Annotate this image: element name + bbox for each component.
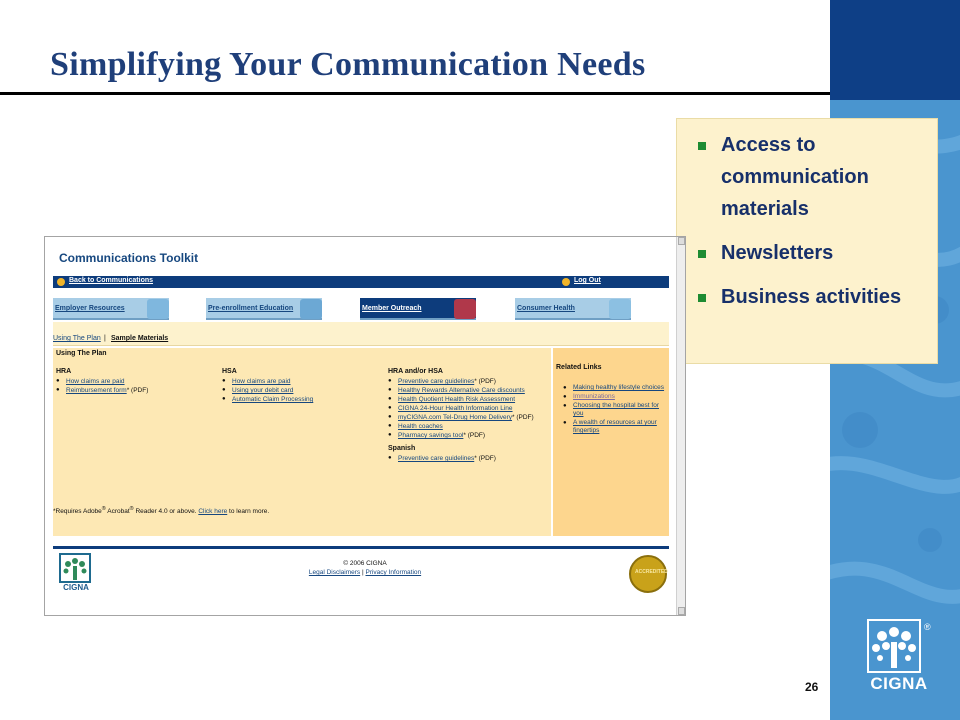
footer-cigna-wordmark: CIGNA [63, 583, 89, 592]
scroll-down-icon[interactable] [678, 607, 685, 615]
column-hra [56, 368, 148, 395]
subnav [53, 322, 669, 346]
list-item [388, 377, 534, 386]
subnav-using-the-plan[interactable]: Using The Plan [53, 335, 101, 342]
related-link[interactable]: Immunizations [573, 393, 615, 400]
footnote-reader: Reader 4.0 or above. [135, 508, 197, 516]
column-hsa [222, 368, 313, 404]
cigna-wordmark: CIGNA [870, 674, 928, 693]
tab-employer-resources[interactable] [53, 298, 169, 320]
related-links-panel [553, 348, 669, 536]
doc-link[interactable]: Preventive care guidelines [398, 378, 475, 385]
scroll-up-icon[interactable] [678, 237, 685, 245]
related-link-item [563, 384, 667, 392]
doc-link[interactable]: Using your debit card [232, 387, 294, 394]
bullet-list [687, 129, 927, 313]
back-to-communications-link[interactable]: Back to Communications [69, 277, 154, 284]
list-item [388, 395, 534, 404]
list-item [388, 386, 534, 395]
subnav-separator: | [104, 335, 106, 342]
subnav-sample-materials[interactable]: Sample Materials [111, 335, 169, 342]
column-heading: HRA [56, 368, 72, 375]
related-link-item [563, 402, 667, 418]
related-links-list [563, 384, 667, 436]
square-bullet-icon [698, 250, 706, 258]
tab-member-outreach[interactable] [360, 298, 476, 320]
column-hra-and-hsa [388, 368, 534, 463]
doc-link[interactable]: myCIGNA.com Tel-Drug Home Delivery [398, 414, 513, 421]
arrow-circle-icon [562, 278, 570, 286]
seal-text: ACCREDITED [635, 569, 668, 575]
toolkit-title: Communications Toolkit [59, 251, 199, 265]
footnote-suffix: to learn more. [229, 508, 270, 516]
doc-link[interactable]: How claims are paid [66, 378, 125, 385]
tab-image [300, 299, 322, 319]
doc-link[interactable]: How claims are paid [232, 378, 291, 385]
tree-of-life-icon [864, 618, 924, 674]
doc-link[interactable]: CIGNA 24-Hour Health Information Line [398, 405, 513, 412]
bullet-text: Access to communication materials [721, 134, 869, 220]
list-item [388, 431, 534, 440]
registered-mark: ® [924, 622, 931, 632]
bullet-callout [676, 118, 938, 364]
title-divider [0, 92, 832, 95]
privacy-information-link[interactable]: Privacy Information [365, 569, 422, 576]
list-item [388, 404, 534, 413]
tree-of-life-icon [59, 553, 93, 583]
arrow-circle-icon [57, 278, 65, 286]
bullet-item [687, 129, 927, 225]
footer-cigna-logo [59, 553, 99, 595]
bullet-item [687, 281, 927, 313]
related-link[interactable]: A wealth of resources at your fingertips [573, 419, 657, 434]
doc-link[interactable]: Reimbursement form [66, 387, 127, 394]
list-item [56, 377, 148, 386]
footer-copyright [265, 559, 465, 577]
doc-link[interactable]: Healthy Rewards Alternative Care discounts [398, 387, 525, 394]
tab-image [147, 299, 169, 319]
tab-consumer-health[interactable] [515, 298, 631, 320]
tab-image [609, 299, 631, 319]
cigna-logo [864, 618, 934, 700]
vertical-scrollbar[interactable] [676, 237, 685, 615]
related-link-item [563, 419, 667, 435]
slide-title: Simplifying Your Communication Needs [50, 46, 646, 83]
link-suffix: * (PDF) [126, 387, 149, 394]
related-link[interactable]: Choosing the hospital best for you [573, 402, 659, 417]
footnote-acrobat: Acrobat [107, 508, 130, 516]
toolkit-screenshot [44, 236, 686, 616]
column-heading: HSA [222, 368, 237, 375]
toolkit-tabs [53, 298, 669, 320]
related-link[interactable]: Making healthy lifestyle choices [573, 384, 665, 391]
link-suffix: * (PDF) [512, 414, 534, 421]
footnote-prefix: *Requires Adobe [53, 508, 102, 516]
click-here-link[interactable]: Click here [198, 508, 228, 516]
doc-link[interactable]: Health Quotient Health Risk Assessment [398, 396, 516, 403]
tab-label: Employer Resources [55, 305, 125, 312]
footer-divider [53, 546, 669, 549]
related-links-heading: Related Links [556, 364, 602, 371]
list-item [388, 413, 534, 422]
footer-separator: | [361, 569, 364, 576]
column-heading: HRA and/or HSA [388, 368, 443, 375]
list-item [222, 386, 313, 395]
logout-link[interactable]: Log Out [574, 277, 601, 284]
adobe-footnote: *Requires Adobe® Acrobat® Reader 4.0 or above. Click here to learn more. [53, 506, 270, 516]
accreditation-seal [629, 555, 667, 593]
doc-link[interactable]: Pharmacy savings tool [398, 432, 464, 439]
content-panel [53, 348, 551, 536]
doc-link[interactable]: Health coaches [398, 423, 443, 430]
list-item [222, 377, 313, 386]
list-item [388, 422, 534, 431]
tab-label: Pre-enrollment Education [208, 305, 294, 312]
link-suffix: * (PDF) [474, 455, 496, 462]
spanish-heading: Spanish [388, 445, 416, 452]
tab-label: Consumer Health [517, 305, 575, 312]
square-bullet-icon [698, 294, 706, 302]
list-item [222, 395, 313, 404]
bullet-text: Business activities [721, 286, 902, 308]
toolkit-navbar [53, 276, 669, 288]
tab-label: Member Outreach [362, 305, 422, 312]
doc-link[interactable]: Preventive care guidelines [398, 455, 475, 462]
link-suffix: * (PDF) [474, 378, 496, 385]
list-item [388, 454, 534, 463]
tab-pre-enrollment-education[interactable] [206, 298, 322, 320]
legal-disclaimers-link[interactable]: Legal Disclaimers [308, 569, 361, 576]
square-bullet-icon [698, 142, 706, 150]
related-link-item [563, 393, 667, 401]
bullet-item [687, 237, 927, 269]
list-item [56, 386, 148, 395]
bullet-text: Newsletters [721, 242, 834, 264]
doc-link[interactable]: Automatic Claim Processing [232, 396, 314, 403]
copyright-text: © 2006 CIGNA [343, 560, 387, 567]
link-suffix: * (PDF) [463, 432, 486, 439]
page-number: 26 [805, 680, 819, 694]
tab-image [454, 299, 476, 319]
section-title: Using The Plan [56, 350, 107, 357]
